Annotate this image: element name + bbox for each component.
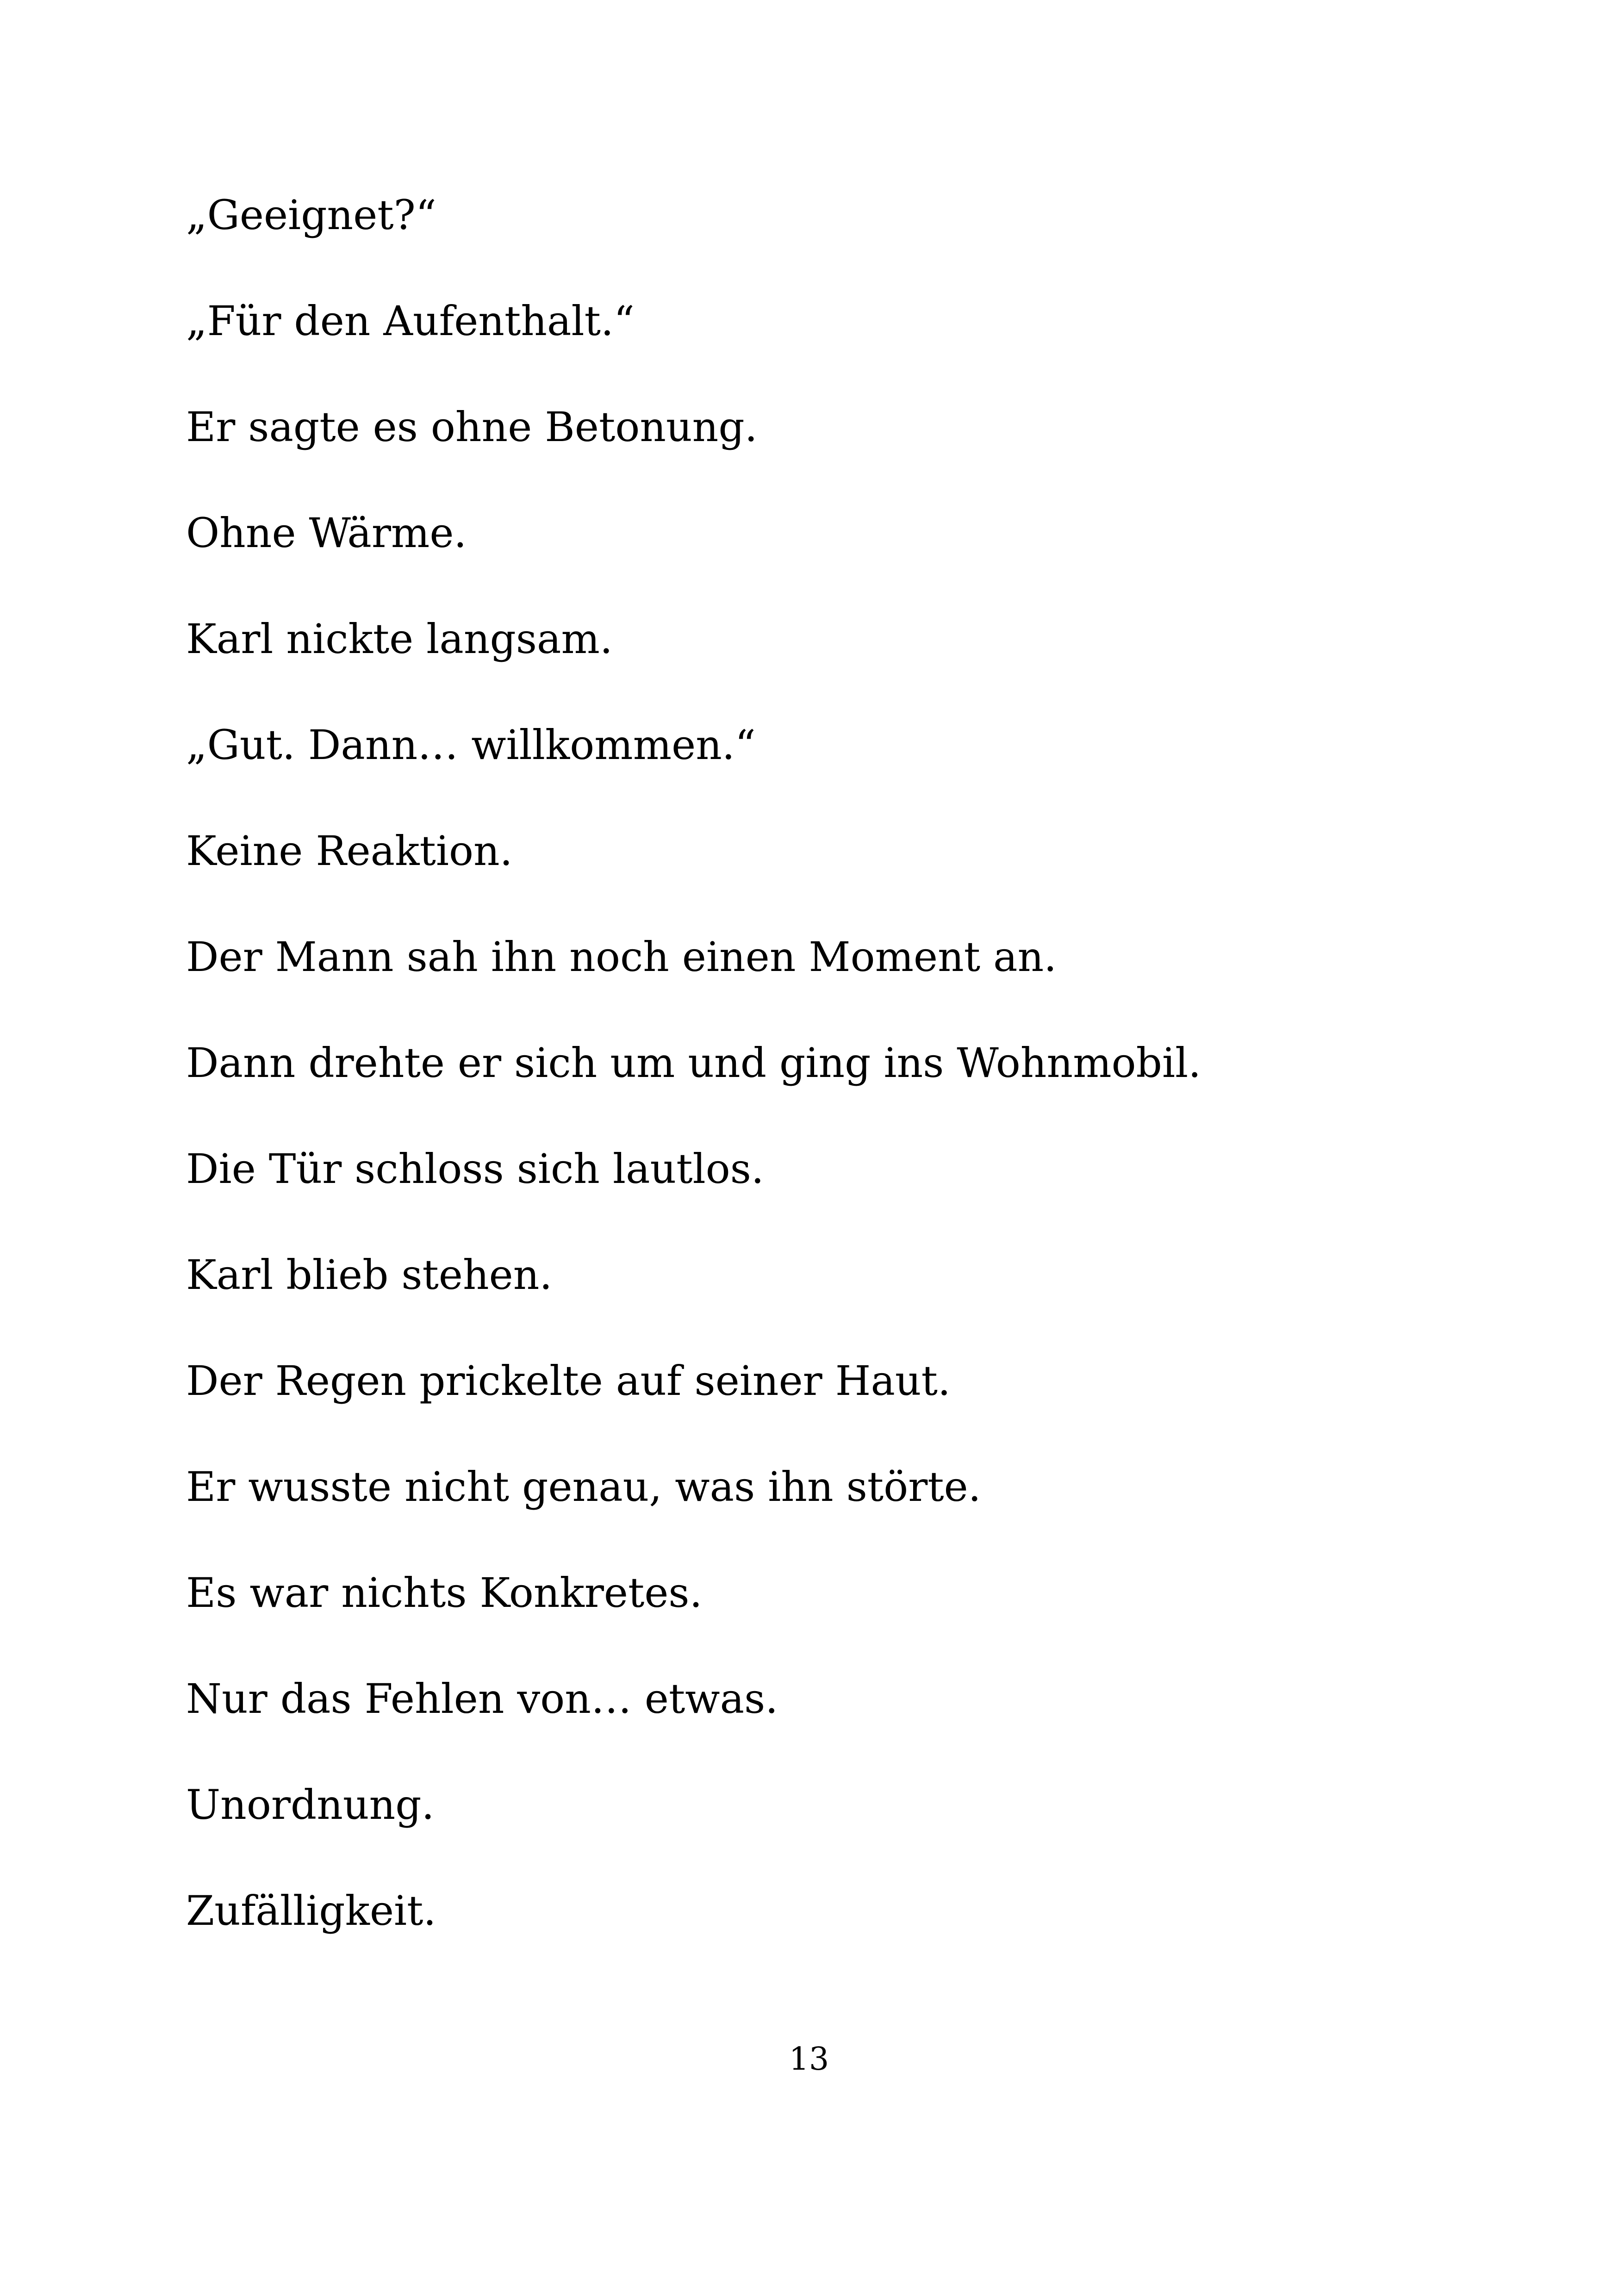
paragraph: Er sagte es ohne Betonung. bbox=[186, 403, 758, 451]
paragraph: Der Regen prickelte auf seiner Haut. bbox=[186, 1357, 951, 1405]
paragraph: Karl blieb stehen. bbox=[186, 1251, 553, 1299]
paragraph: Karl nickte langsam. bbox=[186, 615, 613, 663]
paragraph: Der Mann sah ihn noch einen Moment an. bbox=[186, 933, 1057, 981]
paragraph: Nur das Fehlen von… etwas. bbox=[186, 1675, 778, 1723]
paragraph: Ohne Wärme. bbox=[186, 509, 467, 557]
paragraph: Die Tür schloss sich lautlos. bbox=[186, 1145, 764, 1193]
paragraph: Keine Reaktion. bbox=[186, 827, 513, 875]
paragraph: Er wusste nicht genau, was ihn störte. bbox=[186, 1463, 981, 1511]
paragraph: Unordnung. bbox=[186, 1781, 435, 1829]
text-body bbox=[186, 185, 1436, 1987]
paragraph: „Gut. Dann… willkommen.“ bbox=[186, 721, 756, 769]
paragraph: „Für den Aufenthalt.“ bbox=[186, 297, 635, 345]
paragraph: „Geeignet?“ bbox=[186, 191, 436, 239]
paragraph: Zufälligkeit. bbox=[186, 1887, 436, 1935]
paragraph: Es war nichts Konkretes. bbox=[186, 1569, 703, 1617]
page-number: 13 bbox=[789, 2041, 829, 2078]
paragraph: Dann drehte er sich um und ging ins Wohnmobil. bbox=[186, 1039, 1201, 1087]
